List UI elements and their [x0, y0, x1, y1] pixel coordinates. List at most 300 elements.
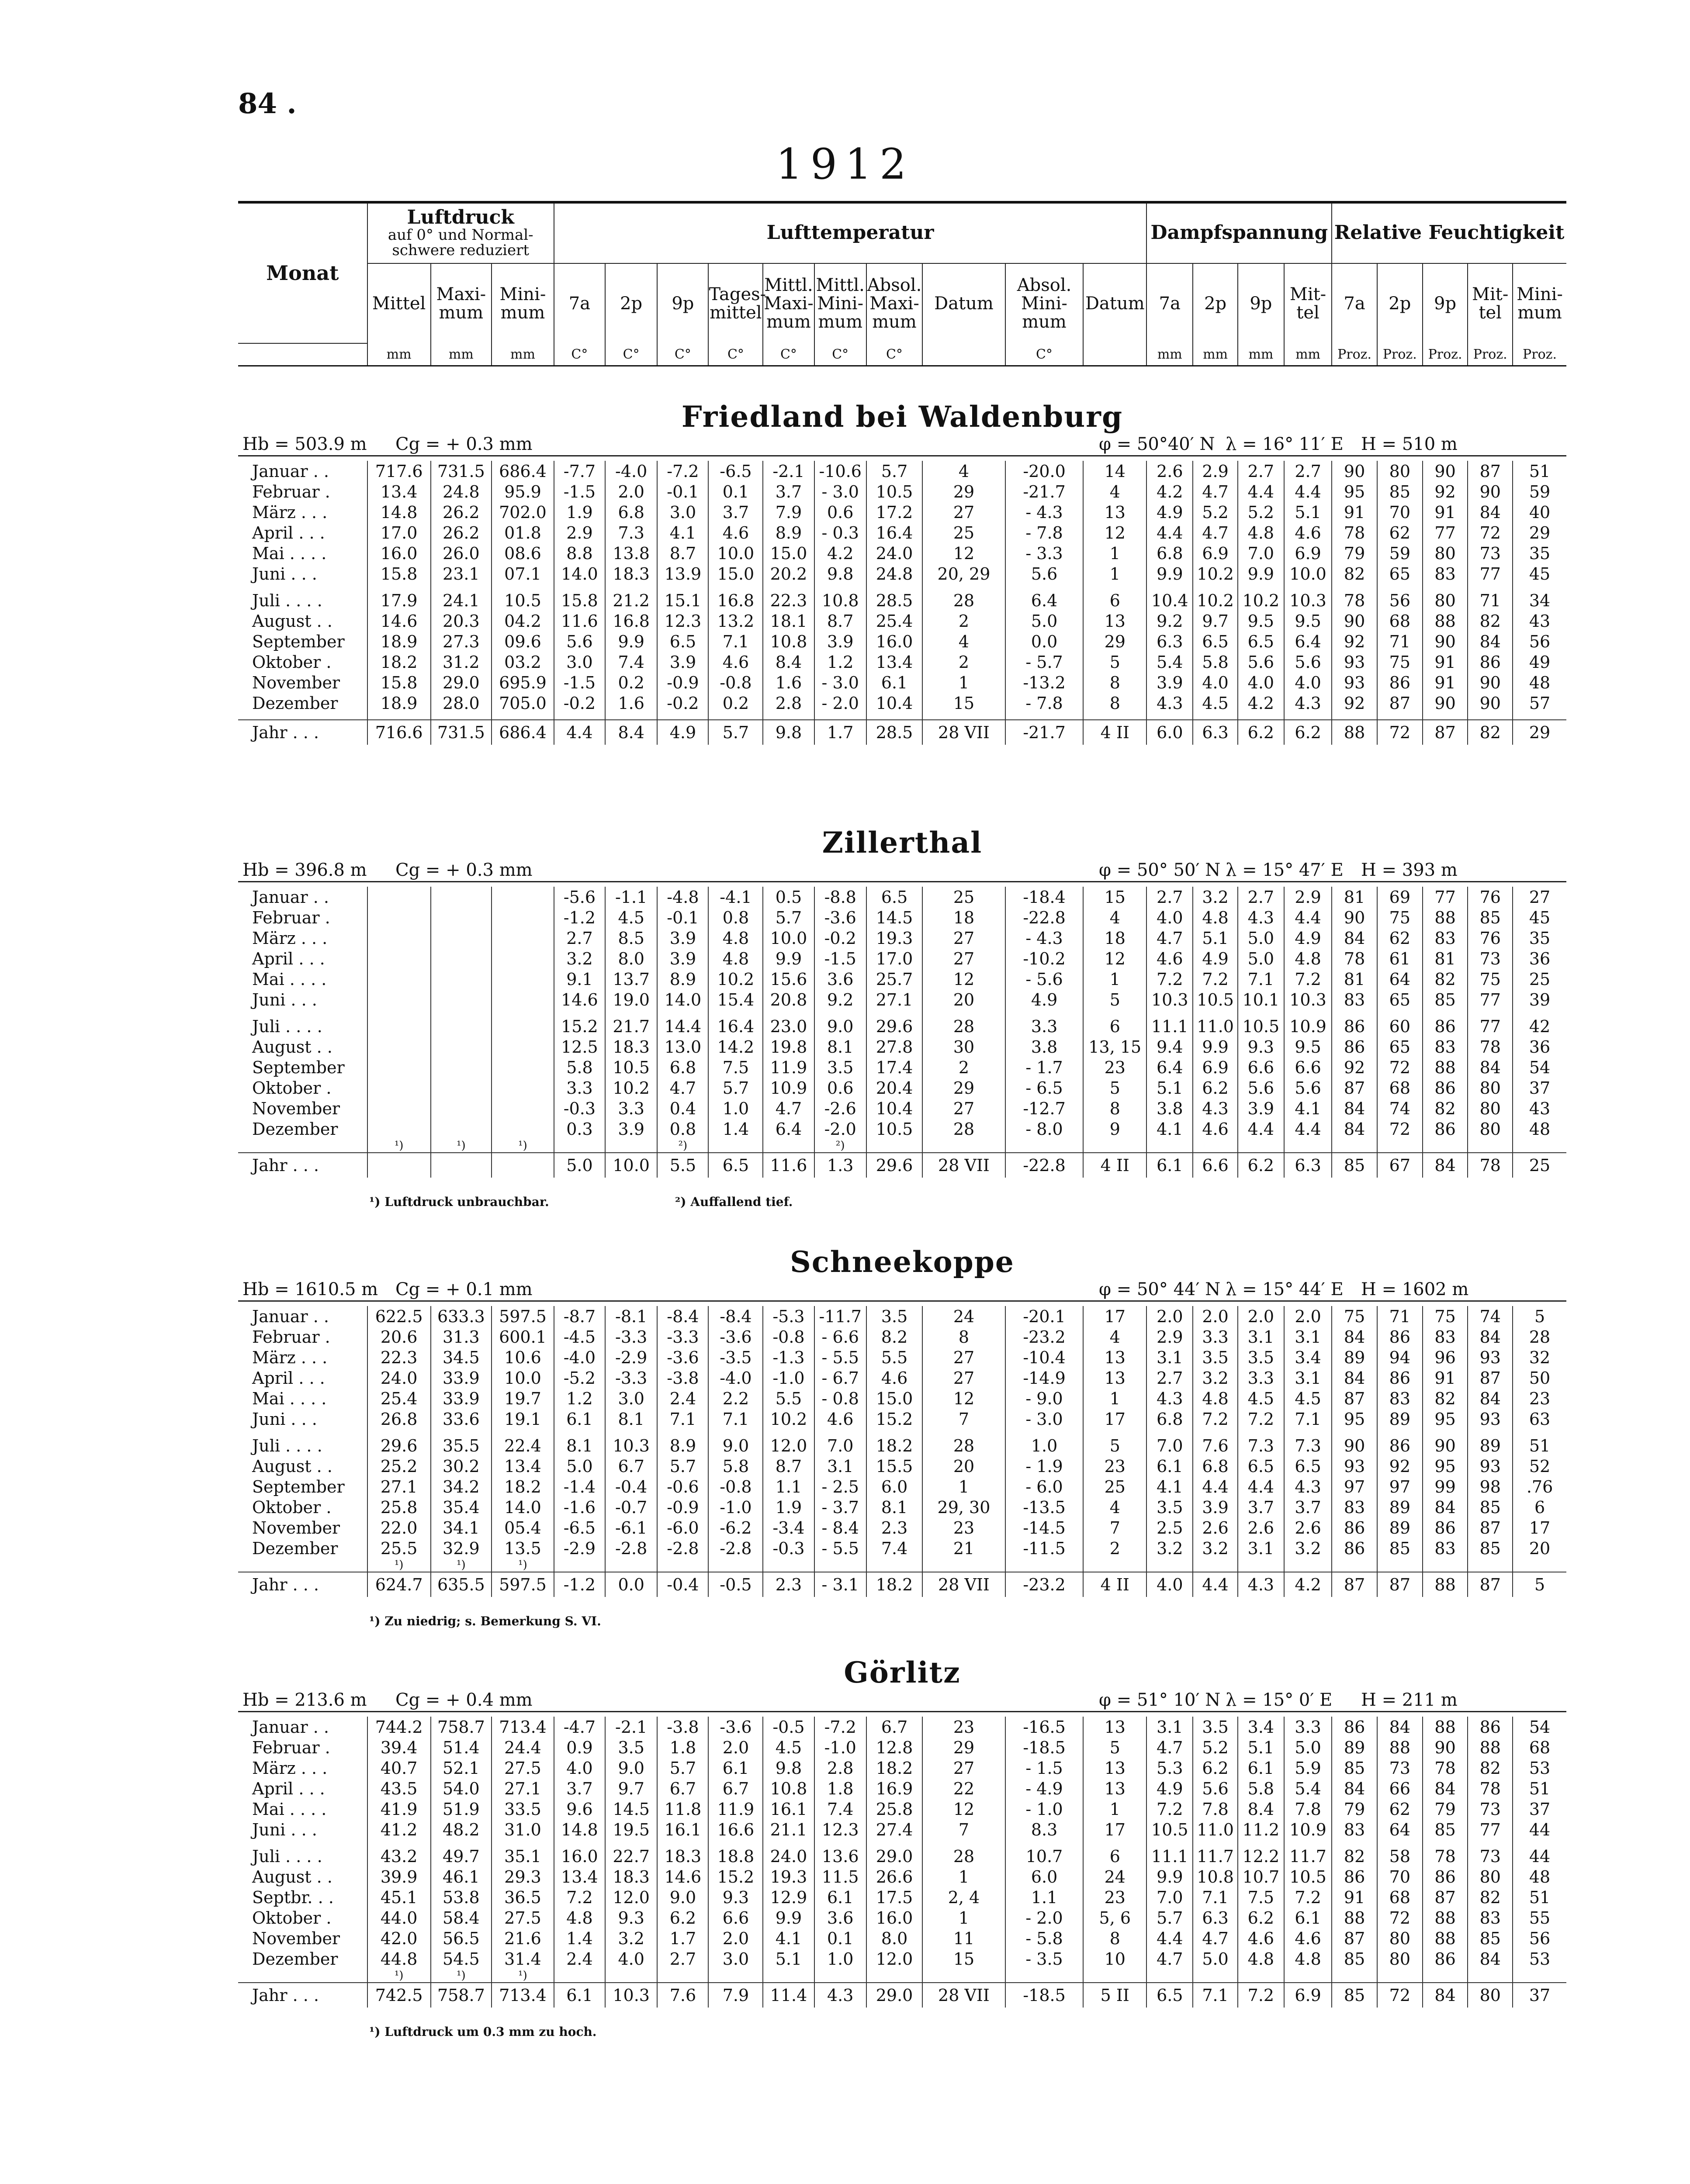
table-cell: 7.1 — [708, 1409, 763, 1429]
table-cell: -1.1 — [605, 887, 657, 907]
table-cell: 8 — [1083, 1098, 1146, 1119]
table-cell — [492, 1119, 554, 1139]
table-cell: 2 — [922, 652, 1005, 672]
table-row — [238, 461, 1566, 481]
table-cell: 33.6 — [431, 1409, 492, 1429]
table-cell: 0.9 — [554, 1737, 605, 1758]
table-cell: 13, 15 — [1083, 1037, 1146, 1057]
table-cell — [866, 1969, 922, 1983]
table-cell: -8.4 — [657, 1306, 708, 1327]
table-cell: 10.7 — [1238, 1866, 1284, 1887]
table-cell: 717.6 — [367, 461, 431, 481]
table-row — [238, 1846, 1566, 1866]
month-label: März . . . — [252, 928, 328, 948]
table-cell: 39.9 — [367, 1866, 431, 1887]
table-row — [238, 1737, 1566, 1758]
table-cell: 10.9 — [1284, 1016, 1332, 1037]
table-cell: -3.6 — [708, 1717, 763, 1737]
table-cell: 1.0 — [708, 1098, 763, 1119]
table-cell: 6.9 — [1193, 543, 1238, 563]
table-cell: 7.3 — [1284, 1435, 1332, 1456]
table-cell: 5.5 — [763, 1388, 814, 1409]
gap-cell — [1083, 1429, 1146, 1435]
table-cell: 17.4 — [866, 1057, 922, 1078]
table-row — [238, 693, 1566, 713]
table-cell: 17 — [1513, 1517, 1566, 1538]
table-cell: 6.7 — [866, 1717, 922, 1737]
gap-cell — [1513, 1840, 1566, 1846]
table-cell: 5 — [1083, 1435, 1146, 1456]
table-cell: 18.2 — [866, 1572, 922, 1597]
table-cell: -7.7 — [554, 461, 605, 481]
table-cell: 25.8 — [866, 1799, 922, 1819]
table-cell — [554, 1559, 605, 1572]
table-cell: -4.0 — [605, 461, 657, 481]
table-cell: 56 — [1377, 590, 1423, 611]
table-cell: 17 — [1083, 1306, 1146, 1327]
month-label: Juni . . . — [252, 990, 317, 1009]
gap-cell — [1468, 713, 1513, 720]
table-cell: 624.7 — [367, 1572, 431, 1597]
month-label: April . . . — [252, 949, 325, 968]
table-cell: ¹) — [367, 1969, 431, 1983]
header-dampfspannung-unit-0: mm — [1146, 343, 1193, 366]
table-cell: - 5.7 — [1005, 652, 1083, 672]
table-cell: 71 — [1377, 631, 1423, 652]
table-cell: 44 — [1513, 1846, 1566, 1866]
gap-cell — [1238, 1010, 1284, 1016]
gap-cell — [1332, 1840, 1377, 1846]
table-cell — [922, 1969, 1005, 1983]
table-cell: ²) — [814, 1139, 866, 1153]
table-cell: - 2.0 — [1005, 1908, 1083, 1928]
table-cell: 9.1 — [554, 969, 605, 989]
table-cell: 13.2 — [708, 611, 763, 631]
table-cell: 2, 4 — [922, 1887, 1005, 1908]
month-label: März . . . — [252, 1758, 328, 1778]
table-cell: 25.7 — [866, 969, 922, 989]
table-cell: 88 — [1423, 611, 1468, 631]
table-cell: 2.3 — [763, 1572, 814, 1597]
table-cell: 1 — [1083, 543, 1146, 563]
table-cell: -7.2 — [814, 1717, 866, 1737]
table-cell: 5.1 — [1193, 928, 1238, 948]
table-cell: 85 — [1377, 481, 1423, 502]
table-cell: 6 — [1513, 1497, 1566, 1517]
table-cell: 28 VII — [922, 720, 1005, 745]
table-cell: 1.8 — [814, 1778, 866, 1799]
table-cell: 22.3 — [763, 590, 814, 611]
table-cell: 4.2 — [1146, 481, 1193, 502]
table-cell: 72 — [1377, 1119, 1423, 1139]
table-cell: 4.4 — [1146, 522, 1193, 543]
table-cell: 19.7 — [492, 1388, 554, 1409]
table-cell: 82 — [1332, 563, 1377, 584]
table-cell: 9.8 — [763, 1758, 814, 1778]
table-cell: -5.6 — [554, 887, 605, 907]
table-row — [238, 989, 1566, 1010]
table-cell: -8.8 — [814, 887, 866, 907]
table-cell: 3.1 — [1238, 1538, 1284, 1559]
table-cell: 6.2 — [1238, 1908, 1284, 1928]
table-cell: 86 — [1332, 1037, 1377, 1057]
table-cell: 27 — [922, 502, 1005, 522]
table-cell: 20.4 — [866, 1078, 922, 1098]
table-cell: - 3.3 — [1005, 543, 1083, 563]
table-cell: 7.1 — [1193, 1887, 1238, 1908]
table-cell: 8.9 — [763, 522, 814, 543]
gap-cell — [1005, 584, 1083, 590]
page-number: 84 . — [238, 87, 297, 120]
gap-cell — [238, 1840, 367, 1846]
table-cell: 14.8 — [367, 502, 431, 522]
table-cell: 84 — [1332, 1778, 1377, 1799]
table-row — [238, 928, 1566, 948]
gap-cell — [1005, 1840, 1083, 1846]
table-cell: 43.5 — [367, 1778, 431, 1799]
table-cell: 28 — [922, 1435, 1005, 1456]
table-cell: 85 — [1468, 1538, 1513, 1559]
month-label: Februar . — [252, 482, 330, 501]
table-cell — [431, 948, 492, 969]
table-cell: -1.0 — [814, 1737, 866, 1758]
table-cell: 42 — [1513, 1016, 1566, 1037]
table-row — [238, 631, 1566, 652]
table-cell: 07.1 — [492, 563, 554, 584]
table-cell: 6.5 — [1146, 1983, 1193, 2008]
table-cell: 5 — [1083, 1078, 1146, 1098]
table-cell: 7 — [922, 1819, 1005, 1840]
table-cell: 67 — [1377, 1153, 1423, 1178]
table-cell: 05.4 — [492, 1517, 554, 1538]
table-cell: 0.8 — [657, 1119, 708, 1139]
table-cell: 13.4 — [866, 652, 922, 672]
table-cell: ¹) — [431, 1969, 492, 1983]
gap-cell — [1238, 1840, 1284, 1846]
table-cell: 10.4 — [1146, 590, 1193, 611]
table-cell: 18.9 — [367, 631, 431, 652]
table-cell — [431, 1016, 492, 1037]
month-label: Juli . . . . — [252, 1016, 322, 1036]
station-phi: φ = 50° 44′ N — [1099, 1279, 1221, 1299]
table-cell: 84 — [1468, 1388, 1513, 1409]
table-cell: 3.7 — [554, 1778, 605, 1799]
table-cell: 15 — [922, 1949, 1005, 1969]
table-cell — [492, 1037, 554, 1057]
table-cell: - 1.0 — [1005, 1799, 1083, 1819]
month-label: Juni . . . — [252, 1820, 317, 1839]
gap-cell — [1005, 1010, 1083, 1016]
table-cell: 26.0 — [431, 543, 492, 563]
table-cell — [1238, 1559, 1284, 1572]
table-cell: 29 — [922, 1737, 1005, 1758]
table-row — [238, 1799, 1566, 1819]
table-cell: 1.7 — [814, 720, 866, 745]
table-cell — [1423, 1559, 1468, 1572]
header-bottom-rule — [238, 365, 1566, 366]
table-cell: 19.3 — [763, 1866, 814, 1887]
gap-cell — [657, 1010, 708, 1016]
table-cell: 2.6 — [1238, 1517, 1284, 1538]
table-cell: 2.7 — [1146, 887, 1193, 907]
table-cell: 61 — [1377, 948, 1423, 969]
table-cell: 87 — [1468, 1368, 1513, 1388]
table-cell: 4.3 — [1284, 693, 1332, 713]
table-cell: 5.1 — [1238, 1737, 1284, 1758]
table-cell: 3.2 — [1193, 1368, 1238, 1388]
table-cell: 6.5 — [866, 887, 922, 907]
table-cell: 4.8 — [1238, 1949, 1284, 1969]
table-cell: 2.8 — [763, 693, 814, 713]
table-cell: - 3.0 — [814, 672, 866, 693]
table-row — [238, 1758, 1566, 1778]
table-cell: 85 — [1468, 1928, 1513, 1949]
table-cell: 5.2 — [1193, 1737, 1238, 1758]
table-cell: 86 — [1332, 1717, 1377, 1737]
gap-cell — [1238, 713, 1284, 720]
table-cell: 32 — [1513, 1347, 1566, 1368]
table-cell: 17.9 — [367, 590, 431, 611]
table-cell: 21 — [922, 1538, 1005, 1559]
table-cell: 4.7 — [1146, 1737, 1193, 1758]
table-cell: 4.6 — [866, 1368, 922, 1388]
table-cell: 84 — [1468, 1949, 1513, 1969]
table-cell — [1377, 1559, 1423, 1572]
table-cell: 6.5 — [1284, 1456, 1332, 1476]
header-feuchtigkeit-unit-1: Proz. — [1377, 343, 1423, 366]
month-label: Januar . . — [252, 1306, 329, 1326]
table-cell: 54.5 — [431, 1949, 492, 1969]
table-cell: 4.8 — [1284, 948, 1332, 969]
header-dampfspannung-unit-3: mm — [1284, 343, 1332, 366]
table-cell: 27.1 — [492, 1778, 554, 1799]
table-cell: 10.3 — [1146, 989, 1193, 1010]
table-cell: - 5.5 — [814, 1538, 866, 1559]
table-cell: - 5.5 — [814, 1347, 866, 1368]
table-cell: 5.6 — [554, 631, 605, 652]
table-cell: 78 — [1332, 522, 1377, 543]
table-cell: 33.9 — [431, 1388, 492, 1409]
month-label: November — [252, 673, 340, 692]
table-cell: 24 — [1083, 1866, 1146, 1887]
footnote-marker-row — [238, 1559, 1566, 1572]
table-cell: 2.6 — [1284, 1517, 1332, 1538]
gap-cell — [657, 713, 708, 720]
table-cell — [1005, 1139, 1083, 1153]
table-cell: 82 — [1468, 720, 1513, 745]
table-cell: -0.9 — [657, 672, 708, 693]
table-cell: 8.0 — [605, 948, 657, 969]
table-cell: 27.5 — [492, 1908, 554, 1928]
table-cell: 3.1 — [814, 1456, 866, 1476]
table-cell: 83 — [1332, 989, 1377, 1010]
table-cell: 4.4 — [1146, 1928, 1193, 1949]
table-cell: 13.6 — [814, 1846, 866, 1866]
table-cell — [1193, 1139, 1238, 1153]
table-cell: 2.2 — [708, 1388, 763, 1409]
table-cell: -5.3 — [763, 1306, 814, 1327]
table-cell: 5.5 — [657, 1153, 708, 1178]
table-row — [238, 948, 1566, 969]
gap-cell — [367, 584, 431, 590]
table-cell: 5.4 — [1284, 1778, 1332, 1799]
table-cell: 90 — [1423, 1435, 1468, 1456]
table-cell: 15.0 — [708, 563, 763, 584]
table-cell: 1 — [922, 1908, 1005, 1928]
table-row — [238, 1517, 1566, 1538]
table-cell: 4.4 — [1238, 1476, 1284, 1497]
table-row — [238, 1887, 1566, 1908]
table-cell — [866, 1559, 922, 1572]
table-cell: 8.1 — [605, 1409, 657, 1429]
header-lufttemperatur-unit-6: C° — [866, 343, 922, 366]
gap-cell — [1423, 1840, 1468, 1846]
table-cell: 86 — [1423, 1119, 1468, 1139]
table-cell: 13.7 — [605, 969, 657, 989]
table-cell: 93 — [1332, 652, 1377, 672]
gap-cell — [605, 1010, 657, 1016]
gap-cell — [431, 1010, 492, 1016]
table-cell: 3.9 — [657, 652, 708, 672]
table-cell: 88 — [1423, 1908, 1468, 1928]
table-row — [238, 1928, 1566, 1949]
table-cell: 14.8 — [554, 1819, 605, 1840]
header-dampfspannung: Dampfspannung — [1146, 203, 1332, 263]
station-meta — [238, 1688, 1566, 1712]
table-cell: ¹) — [492, 1139, 554, 1153]
gap-cell — [814, 1010, 866, 1016]
table-cell: 14.0 — [492, 1497, 554, 1517]
gap-cell — [492, 584, 554, 590]
table-cell: 3.9 — [1193, 1497, 1238, 1517]
table-cell: -1.0 — [763, 1368, 814, 1388]
gap-cell — [1423, 713, 1468, 720]
table-cell: 8.2 — [866, 1327, 922, 1347]
table-cell: 11.6 — [554, 611, 605, 631]
table-cell: 90 — [1468, 672, 1513, 693]
header-monat: Monat — [238, 203, 367, 343]
table-cell: 81 — [1332, 887, 1377, 907]
table-cell: 6.2 — [1193, 1758, 1238, 1778]
table-cell: 3.5 — [605, 1737, 657, 1758]
table-cell: 10.0 — [492, 1368, 554, 1388]
table-cell: 7.1 — [1238, 969, 1284, 989]
header-lufttemperatur-unit-4: C° — [763, 343, 814, 366]
table-cell: 65 — [1377, 989, 1423, 1010]
table-cell: 85 — [1468, 1497, 1513, 1517]
table-cell: -2.0 — [814, 1119, 866, 1139]
table-cell: 7 — [922, 1409, 1005, 1429]
table-cell: 01.8 — [492, 522, 554, 543]
table-cell: 87 — [1332, 1572, 1377, 1597]
table-cell: 13.8 — [605, 543, 657, 563]
table-cell: 8 — [1083, 693, 1146, 713]
table-cell: 57 — [1513, 693, 1566, 713]
table-cell: 27.5 — [492, 1758, 554, 1778]
table-cell: 85 — [1332, 1153, 1377, 1178]
gap-cell — [763, 1840, 814, 1846]
table-cell: 1.4 — [708, 1119, 763, 1139]
table-cell: 77 — [1468, 1819, 1513, 1840]
table-cell: 27.3 — [431, 631, 492, 652]
table-cell: 7.3 — [605, 522, 657, 543]
table-cell: 6.5 — [1238, 1456, 1284, 1476]
table-cell: 8.9 — [657, 969, 708, 989]
table-cell: 7.0 — [814, 1435, 866, 1456]
table-cell — [492, 887, 554, 907]
header-dampfspannung-col-3: Mit-tel — [1284, 263, 1332, 343]
station-cg: Cg = + 0.4 mm — [395, 1690, 533, 1710]
table-cell: 695.9 — [492, 672, 554, 693]
table-cell — [431, 887, 492, 907]
table-cell: 6.6 — [708, 1908, 763, 1928]
table-cell: 9.9 — [1238, 563, 1284, 584]
table-cell: 3.5 — [1238, 1347, 1284, 1368]
table-cell: 80 — [1468, 1098, 1513, 1119]
header-lufttemperatur-col-3: Tages-mittel — [708, 263, 763, 343]
table-cell: 27.1 — [866, 989, 922, 1010]
table-cell: 6.1 — [866, 672, 922, 693]
table-cell: 6.1 — [1146, 1153, 1193, 1178]
year-total-row — [238, 720, 1566, 745]
table-cell: 4 — [1083, 1327, 1146, 1347]
gap-cell — [1238, 584, 1284, 590]
table-cell: 4.1 — [1146, 1119, 1193, 1139]
table-cell: 53.8 — [431, 1887, 492, 1908]
table-cell: 84 — [1423, 1153, 1468, 1178]
table-cell: 9.8 — [763, 720, 814, 745]
table-row — [238, 1306, 1566, 1327]
table-cell: 87 — [1423, 1887, 1468, 1908]
gap-cell — [1423, 584, 1468, 590]
gap-cell — [554, 713, 605, 720]
table-cell: 7.4 — [605, 652, 657, 672]
table-cell: 2.5 — [1146, 1517, 1193, 1538]
table-cell: 9.2 — [1146, 611, 1193, 631]
table-cell: 14.5 — [605, 1799, 657, 1819]
gap-cell — [1005, 713, 1083, 720]
table-cell: 9.9 — [1193, 1037, 1238, 1057]
table-cell: 5.7 — [708, 720, 763, 745]
table-cell: 7.2 — [1193, 969, 1238, 989]
table-cell: 4.4 — [1284, 907, 1332, 928]
table-cell: 6.2 — [1238, 1153, 1284, 1178]
table-cell: 1.1 — [1005, 1887, 1083, 1908]
table-cell: 6.8 — [657, 1057, 708, 1078]
month-label: September — [252, 632, 345, 651]
table-cell: 33.5 — [492, 1799, 554, 1819]
footnote-marker-row — [238, 1139, 1566, 1153]
table-cell — [605, 1969, 657, 1983]
table-cell: 7.1 — [1284, 1409, 1332, 1429]
table-cell — [492, 1016, 554, 1037]
table-cell: 6.3 — [1193, 1908, 1238, 1928]
month-label: Juli . . . . — [252, 1436, 322, 1455]
table-cell: -18.4 — [1005, 887, 1083, 907]
table-cell: 9.9 — [1146, 1866, 1193, 1887]
table-cell: 18.2 — [866, 1758, 922, 1778]
table-cell: 22.7 — [605, 1846, 657, 1866]
table-cell: 12.2 — [1238, 1846, 1284, 1866]
gap-cell — [708, 1010, 763, 1016]
table-cell: 11.0 — [1193, 1016, 1238, 1037]
table-cell: 4.3 — [1146, 1388, 1193, 1409]
table-cell: 600.1 — [492, 1327, 554, 1347]
table-cell: 14.5 — [866, 907, 922, 928]
table-cell: 4.8 — [554, 1908, 605, 1928]
table-cell: 3.3 — [1005, 1016, 1083, 1037]
table-cell: 0.6 — [814, 502, 866, 522]
